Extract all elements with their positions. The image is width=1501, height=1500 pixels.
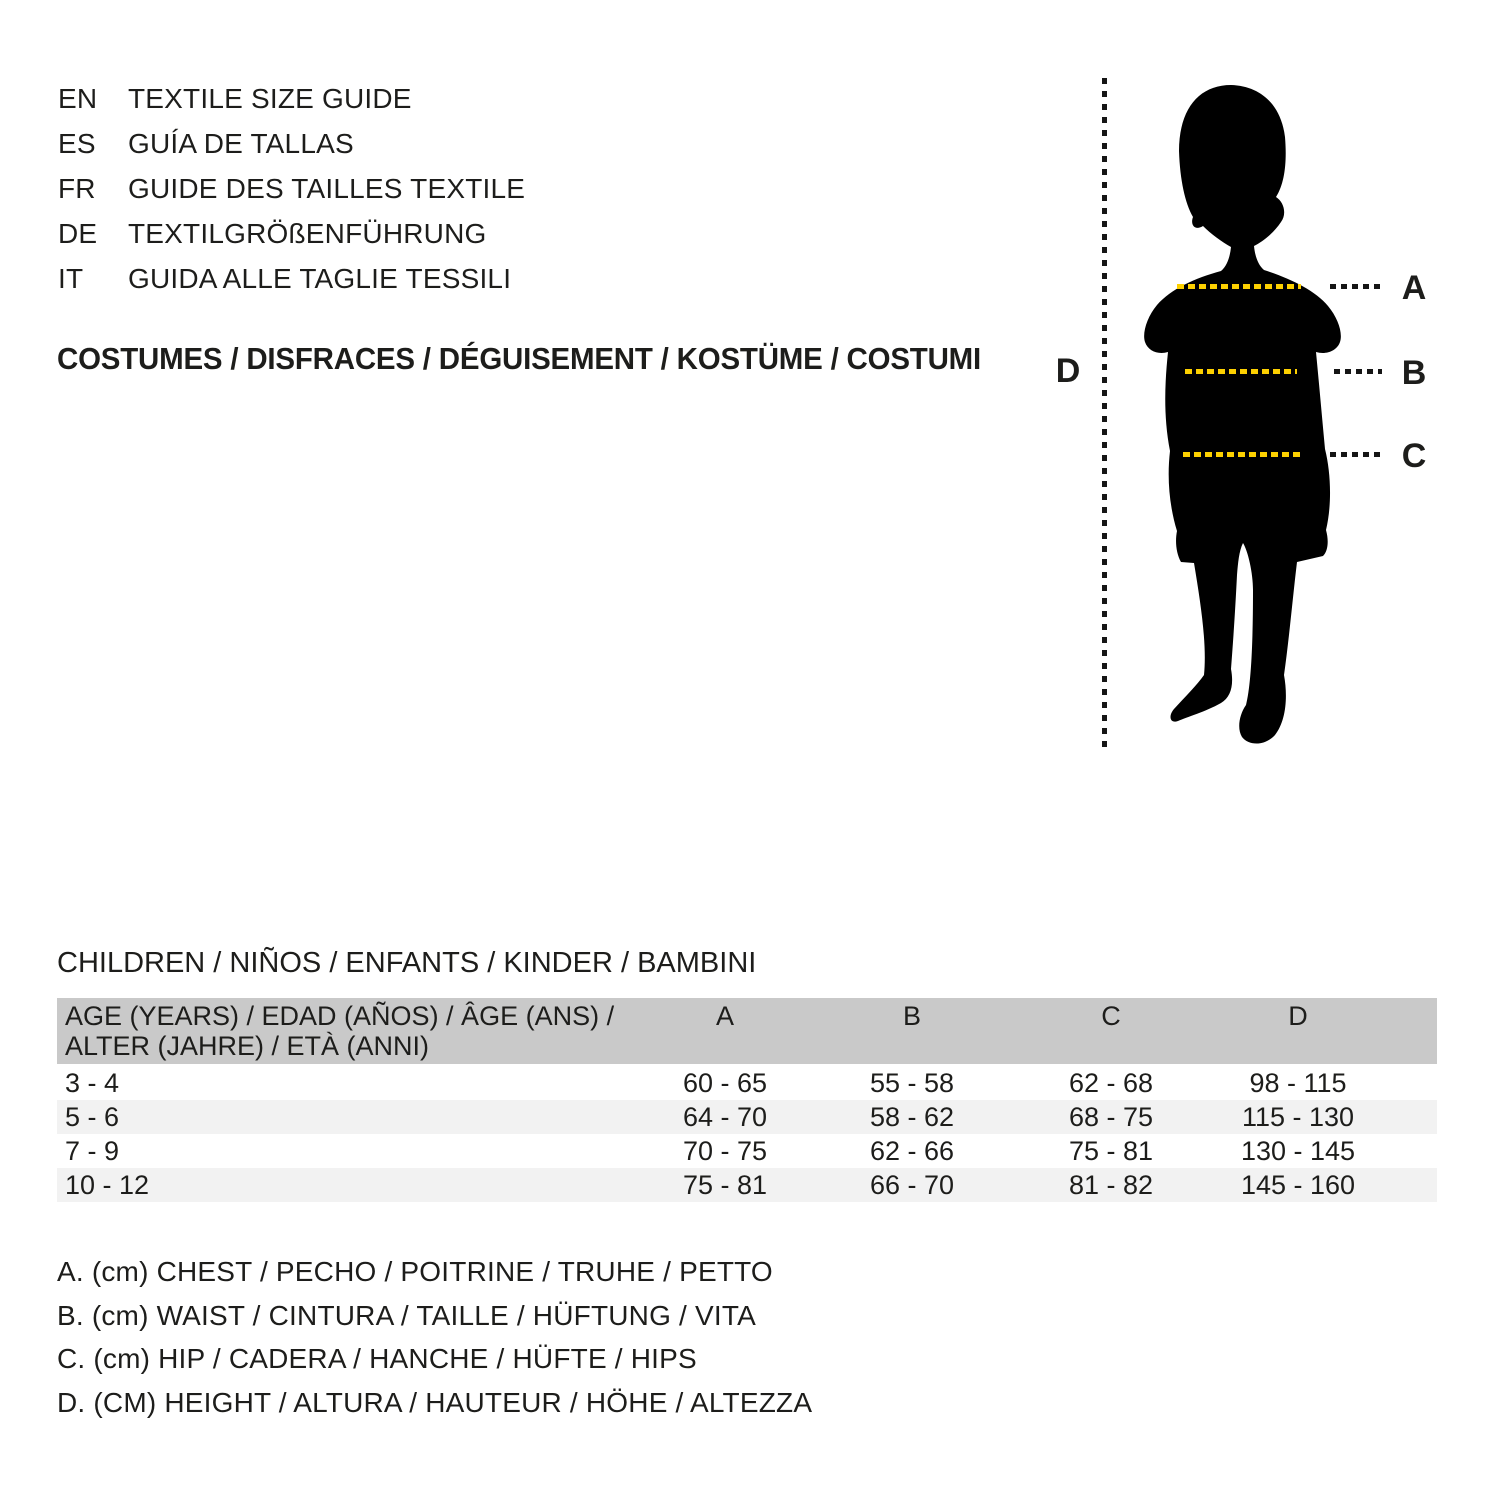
size-table-header (57, 998, 1437, 1064)
chest-dash-line (1177, 284, 1301, 289)
age-column-header (65, 1001, 614, 1061)
column-header-d: D (1288, 1001, 1308, 1031)
hip-dash-line (1183, 452, 1303, 457)
chest-extension-dots (1330, 284, 1382, 289)
column-header-b: B (902, 1001, 921, 1031)
value-cell-d: 98 - 115 (1249, 1068, 1347, 1098)
legend-item-chest: A. (cm) CHEST / PECHO / POITRINE / TRUHE / PETTO (57, 1256, 773, 1287)
age-cell: 3 - 4 (65, 1068, 120, 1098)
age-cell: 5 - 6 (65, 1102, 120, 1132)
value-cell-d: 130 - 145 (1240, 1136, 1356, 1166)
age-header-line1: AGE (YEARS) / EDAD (AÑOS) / ÂGE (ANS) / (65, 1001, 615, 1031)
language-code: ES (58, 128, 96, 159)
value-cell-c: 68 - 75 (1068, 1102, 1154, 1132)
language-title: GUIDA ALLE TAGLIE TESSILI (128, 263, 512, 294)
height-label-d: D (1055, 352, 1081, 390)
height-dotted-line (1102, 78, 1107, 750)
legend-item-hip: C. (cm) HIP / CADERA / HANCHE / HÜFTE / HIPS (57, 1343, 697, 1375)
waist-label-b: B (1401, 354, 1427, 392)
child-silhouette (1135, 85, 1351, 750)
value-cell-b: 66 - 70 (869, 1170, 955, 1200)
language-title: TEXTILE SIZE GUIDE (128, 83, 412, 114)
table-row (57, 1168, 1437, 1202)
value-cell-a: 60 - 65 (682, 1068, 768, 1098)
language-code: DE (58, 218, 98, 249)
category-heading: COSTUMES / DISFRACES / DÉGUISEMENT / KOSTÜME / COSTUMI (57, 341, 982, 376)
value-cell-c: 81 - 82 (1068, 1170, 1154, 1200)
value-cell-c: 62 - 68 (1068, 1068, 1154, 1098)
value-cell-a: 70 - 75 (682, 1136, 768, 1166)
column-header-c: C (1101, 1001, 1121, 1031)
value-cell-c: 75 - 81 (1068, 1136, 1154, 1166)
chest-label-a: A (1401, 269, 1427, 307)
value-cell-d: 115 - 130 (1241, 1102, 1355, 1132)
value-cell-d: 145 - 160 (1240, 1170, 1356, 1200)
language-code: FR (58, 173, 96, 204)
value-cell-b: 55 - 58 (869, 1068, 955, 1098)
language-code: EN (58, 83, 98, 114)
waist-extension-dots (1334, 369, 1382, 374)
language-title: GUIDE DES TAILLES TEXTILE (128, 173, 526, 204)
language-code: IT (58, 263, 84, 294)
column-header-a: A (715, 1001, 734, 1031)
table-row (57, 1100, 1437, 1134)
age-cell: 10 - 12 (65, 1170, 150, 1200)
value-cell-b: 62 - 66 (869, 1136, 955, 1166)
waist-dash-line (1185, 369, 1297, 374)
language-title: GUÍA DE TALLAS (128, 128, 354, 159)
value-cell-b: 58 - 62 (869, 1102, 955, 1132)
table-row (57, 1134, 1437, 1168)
age-cell: 7 - 9 (65, 1136, 120, 1166)
hip-label-c: C (1401, 437, 1427, 475)
value-cell-a: 75 - 81 (682, 1170, 768, 1200)
hip-extension-dots (1330, 452, 1382, 457)
age-header-line2: ALTER (JAHRE) / ETÀ (ANNI) (65, 1031, 430, 1061)
value-cell-a: 64 - 70 (682, 1102, 768, 1132)
size-table-title: CHILDREN / NIÑOS / ENFANTS / KINDER / BAMBINI (57, 947, 757, 979)
language-guide (58, 76, 525, 301)
size-table (57, 1066, 1437, 1202)
table-row (57, 1066, 1437, 1100)
legend-item-height: D. (CM) HEIGHT / ALTURA / HAUTEUR / HÖHE / ALTEZZA (57, 1387, 813, 1419)
measurement-legend (57, 1250, 812, 1425)
legend-item-waist: B. (cm) WAIST / CINTURA / TAILLE / HÜFTUNG / VITA (57, 1299, 756, 1331)
language-title: TEXTILGRÖßENFÜHRUNG (128, 218, 487, 249)
